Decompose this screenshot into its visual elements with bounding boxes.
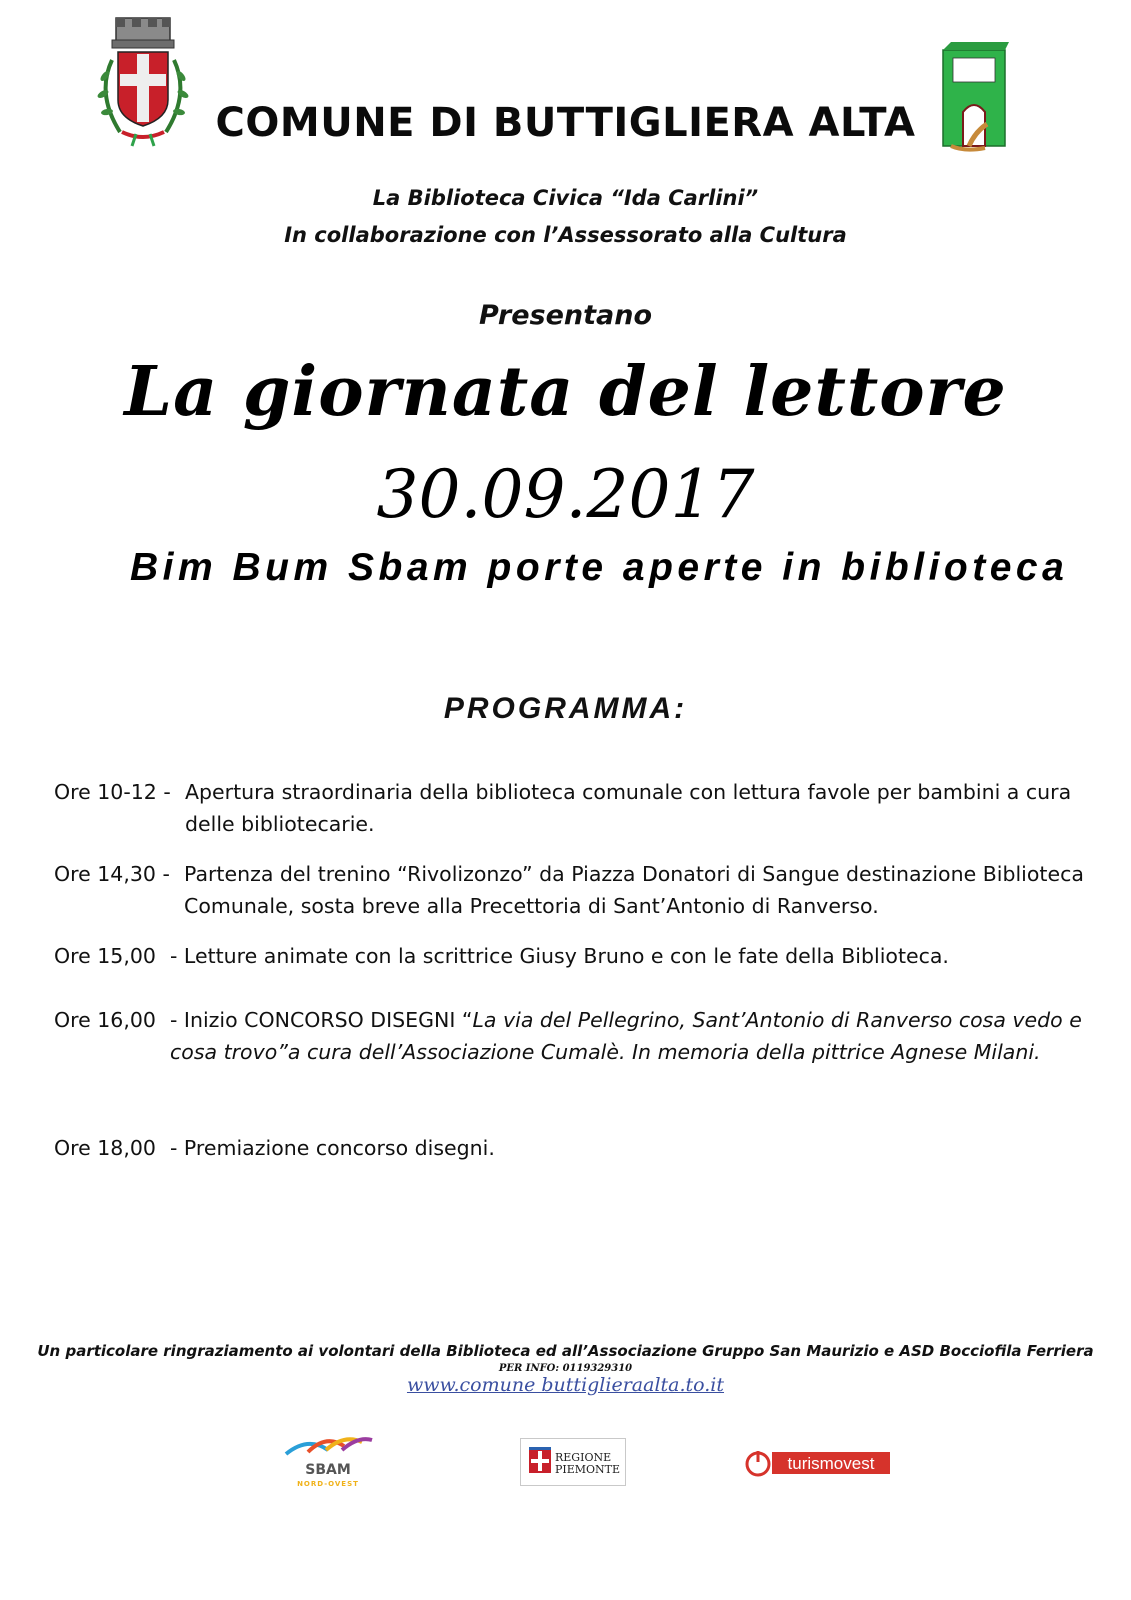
program-item bbox=[54, 858, 1084, 922]
program-heading: PROGRAMMA: bbox=[443, 692, 688, 725]
library-name: La Biblioteca Civica “Ida Carlini” bbox=[372, 186, 759, 210]
turismovest-logo-text: turismovest bbox=[787, 1454, 875, 1473]
contest-title: La via del Pellegrino, Sant’Antonio di Ranverso cosa vedo e cosa trovo”a cura dell’Associazione Cumalè. In memoria della pittrice Agnese Milani. bbox=[170, 1008, 1082, 1064]
regione-piemonte-mark bbox=[521, 1439, 625, 1485]
turismovest-logo bbox=[744, 1448, 892, 1478]
program-time: Ore 18,00 bbox=[54, 1136, 156, 1160]
regione-logo-line1: REGIONE bbox=[555, 1451, 612, 1464]
sbam-logo bbox=[278, 1432, 378, 1490]
regione-logo-line2: PIEMONTE bbox=[555, 1463, 621, 1476]
event-title: La giornata del lettore bbox=[124, 352, 1007, 432]
program-item bbox=[54, 1132, 1084, 1164]
regione-piemonte-logo bbox=[520, 1438, 626, 1486]
program-item bbox=[54, 940, 1084, 972]
program-time: Ore 16,00 bbox=[54, 1008, 156, 1032]
website-link[interactable]: www.comune buttiglieraalta.to.it bbox=[406, 1374, 725, 1396]
commune-title: COMUNE DI BUTTIGLIERA ALTA bbox=[215, 100, 916, 146]
info-phone: PER INFO: 0119329310 bbox=[498, 1363, 633, 1374]
program-time: Ore 10-12 - bbox=[54, 780, 171, 804]
program-text: Partenza del trenino “Rivolizonzo” da Piazza Donatori di Sangue destinazione Biblioteca Comunale, sosta breve alla Precettoria di Sant’Antonio di Ranverso. bbox=[184, 862, 1084, 918]
program-text: - Letture animate con la scrittrice Giusy Bruno e con le fate della Biblioteca. bbox=[170, 944, 949, 968]
sbam-logo-subtext: NORD-OVEST bbox=[297, 1480, 359, 1488]
program-item bbox=[54, 1004, 1084, 1068]
collaboration-line: In collaborazione con l’Assessorato alla Cultura bbox=[284, 223, 847, 247]
event-tagline: Bim Bum Sbam porte aperte in biblioteca bbox=[130, 546, 1069, 589]
program-item bbox=[54, 776, 1084, 840]
thanks-note: Un particolare ringraziamento ai volontari della Biblioteca ed all’Associazione Gruppo San Maurizio e ASD Bocciofila Ferriera bbox=[37, 1342, 1094, 1360]
program-text: Apertura straordinaria della biblioteca comunale con lettura favole per bambini a cura delle bibliotecarie. bbox=[185, 780, 1072, 836]
presenting-label: Presentano bbox=[478, 300, 653, 331]
program-text-prefix: - Inizio CONCORSO DISEGNI “ bbox=[170, 1008, 473, 1032]
program-text bbox=[170, 1004, 1084, 1068]
program-text: - Premiazione concorso disegni. bbox=[170, 1136, 495, 1160]
program-time: Ore 15,00 bbox=[54, 944, 156, 968]
event-date: 30.09.2017 bbox=[376, 456, 755, 533]
sbam-logo-text: SBAM bbox=[305, 1462, 351, 1478]
website-link-row bbox=[0, 1374, 1131, 1396]
program-time: Ore 14,30 - bbox=[54, 862, 170, 886]
